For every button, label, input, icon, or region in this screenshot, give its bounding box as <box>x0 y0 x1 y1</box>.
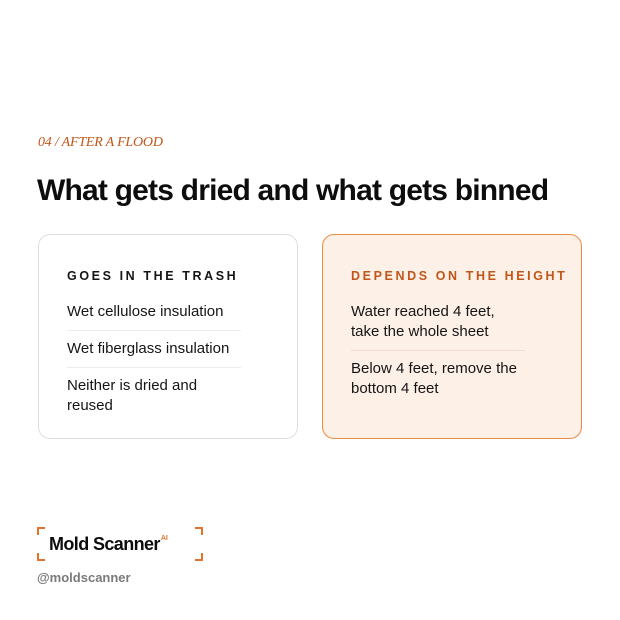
corner-bracket-icon <box>37 527 45 535</box>
brand-logo <box>37 527 203 561</box>
section-eyebrow: 04 / AFTER A FLOOD <box>38 135 163 150</box>
list-item: Wet fiberglass insulation <box>67 330 241 367</box>
list-item: Water reached 4 feet, take the whole sheet <box>351 303 495 340</box>
trash-card-title: GOES IN THE TRASH <box>67 269 239 283</box>
height-card-title: DEPENDS ON THE HEIGHT <box>351 269 568 283</box>
trash-card <box>38 234 298 439</box>
list-item: Neither is dried and reused <box>67 367 241 424</box>
brand-wordmark <box>49 534 167 555</box>
list-item: Wet cellulose insulation <box>67 303 224 320</box>
brand-name: Mold Scanner <box>49 534 160 554</box>
social-handle: @moldscanner <box>37 570 131 585</box>
corner-bracket-icon <box>37 553 45 561</box>
page-title: What gets dried and what gets binned <box>37 174 549 207</box>
list-item: Below 4 feet, remove the bottom 4 feet <box>351 350 525 407</box>
corner-bracket-icon <box>195 553 203 561</box>
corner-bracket-icon <box>195 527 203 535</box>
height-card <box>322 234 582 439</box>
ai-badge: AI <box>160 535 168 542</box>
